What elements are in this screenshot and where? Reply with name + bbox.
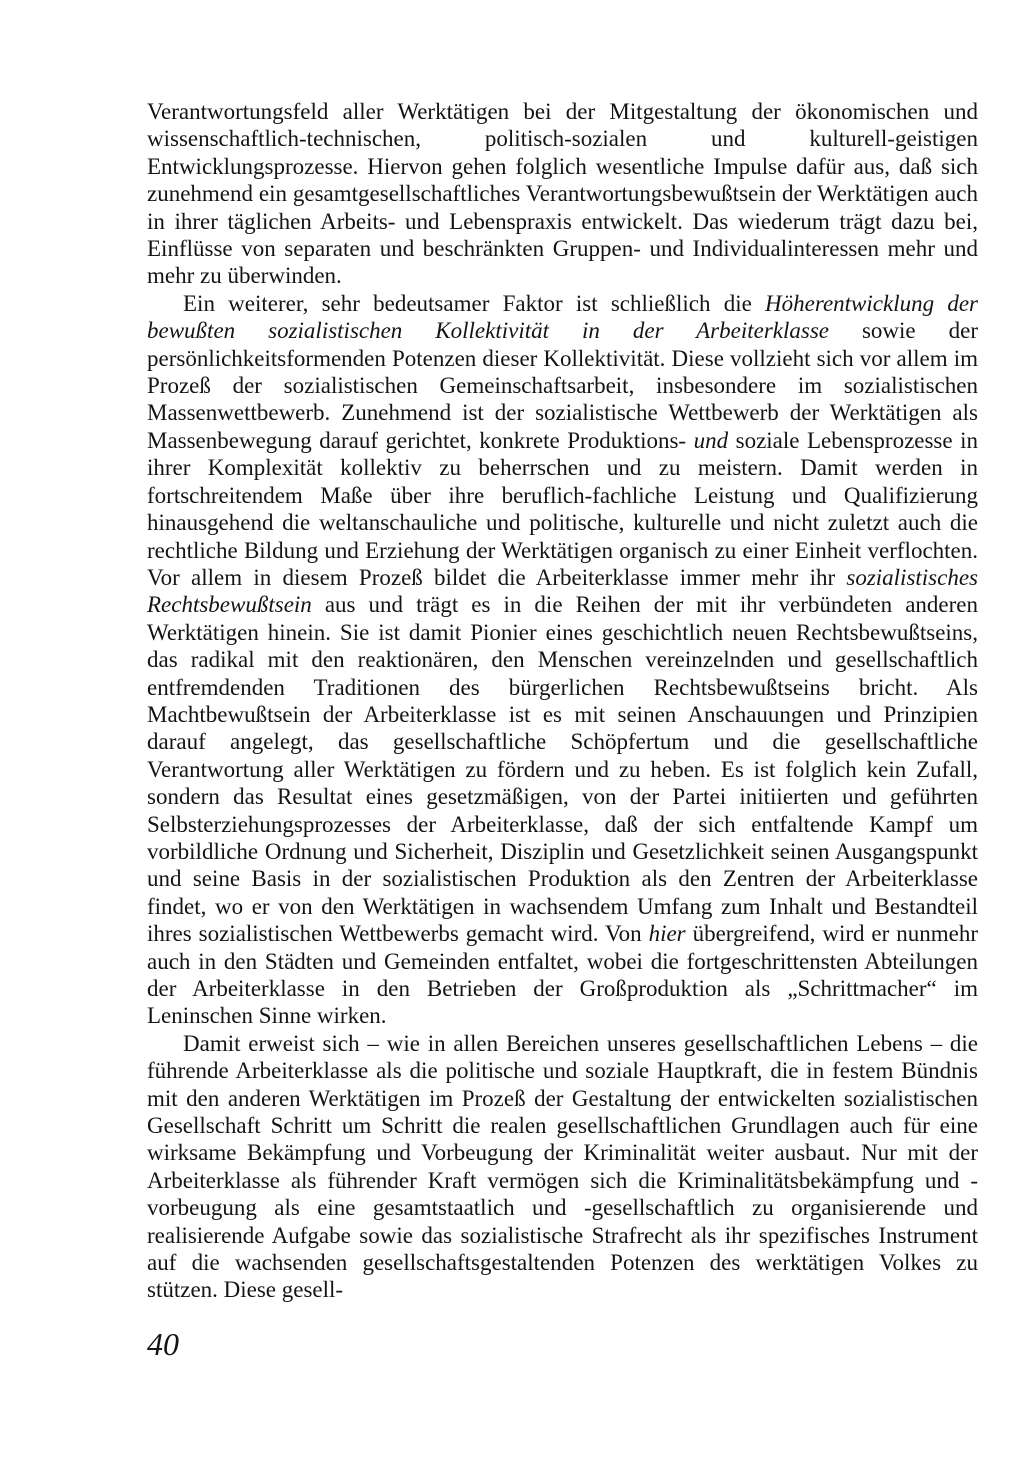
emphasis-hoeherentwicklung: Höherentwicklung der bewußten sozialistischen Kollektivität in der Arbeiterklasse xyxy=(147,290,978,344)
paragraph-2-text-3: soziale Lebensprozesse in ihrer Komplexität kollektiv zu beherrschen und zu meistern. Damit werden in fortschreitendem Maße über ihre beruflich-fachliche Leistung und Qualifizierung hinausgehend die weltanschauliche und politische, kulturelle und nicht zuletzt auch die rechtliche Bildung und Erziehung der Werktätigen organisch zu einer Einheit verflochten. Vor allem in diesem Prozeß bildet die Arbeiterklasse immer mehr ihr xyxy=(147,427,978,590)
paragraph-3-text: Damit erweist sich – wie in allen Bereichen unseres gesellschaftlichen Lebens – die führende Arbeiterklasse als die politische und soziale Hauptkraft, die in festem Bündnis mit den anderen Werktätigen im Prozeß der Gestaltung der entwickelten sozialistischen Gesellschaft Schritt um Schritt die realen gesellschaftlichen Grundlagen auch für eine wirksame Bekämpfung und Vorbeugung der Kriminalität weiter ausbaut. Nur mit der Arbeiterklasse als führender Kraft vermögen sich die Kriminalitätsbekämpfung und -vorbeugung als eine gesamtstaatlich und -gesellschaftlich zu organisierende und realisierende Aufgabe sowie das sozialistische Strafrecht als ihr spezifisches Instrument auf die wachsenden gesellschaftsgestaltenden Potenzen des werktätigen Volkes zu stützen. Diese gesell- xyxy=(147,1030,978,1303)
paragraph-1 xyxy=(147,98,978,290)
page-number: 40 xyxy=(147,1326,179,1362)
paragraph-3 xyxy=(147,1030,978,1304)
body-text xyxy=(147,98,978,1304)
emphasis-rechtsbewusstsein: sozialistisches Rechtsbewußtsein xyxy=(147,564,978,618)
paragraph-2-text-2: sowie der persönlichkeitsformenden Potenzen dieser Kollektivität. Diese vollzieht sich vor allem im Prozeß der sozialistischen Gemeinschaftsarbeit, insbesondere im sozialistischen Massenwettbewerb. Zunehmend ist der sozialistische Wettbewerb der Werktätigen als Massenbewegung darauf gerichtet, konkrete Produktions- xyxy=(147,318,978,453)
paragraph-2-text-4: aus und trägt es in die Reihen der mit ihr verbündeten anderen Werktätigen hinein. Sie ist damit Pionier eines geschichtlich neuen Rechtsbewußtseins, das radikal mit den reaktionären, den Menschen vereinzelnden und gesellschaftlich entfremdenden Traditionen des bürgerlichen Rechtsbewußtseins bricht. Als Machtbewußtsein der Arbeiterklasse ist es mit seinen Anschauungen und Prinzipien darauf angelegt, das gesellschaftliche Schöpfertum und die gesellschaftliche Verantwortung aller Werktätigen zu fördern und zu heben. Es ist folglich kein Zufall, sondern das Resultat eines gesetzmäßigen, von der Partei initiierten und geführten Selbsterziehungsprozesses der Arbeiterklasse, daß der sich entfaltende Kampf um vorbildliche Ordnung und Sicherheit, Disziplin und Gesetzlichkeit seinen Ausgangspunkt und seine Basis in der sozialistischen Produktion als den Zentren der Arbeiterklasse findet, wo er von den Werktätigen in wachsendem Umfang zum Inhalt und Bestandteil ihres sozialistischen Wettbewerbs gemacht wird. Von xyxy=(147,592,978,947)
emphasis-und: und xyxy=(693,427,729,453)
paragraph-1-text: Verantwortungsfeld aller Werktätigen bei der Mitgestaltung der ökonomischen und wissenschaftlich-technischen, politisch-sozialen und kulturell-geistigen Entwicklungsprozesse. Hiervon gehen folglich wesentliche Impulse dafür aus, daß sich zunehmend ein gesamtgesellschaftliches Verantwortungsbewußtsein der Werktätigen auch in ihrer täglichen Arbeits- und Lebenspraxis entwickelt. Das wiederum trägt dazu bei, Einflüsse von separaten und beschränkten Gruppen- und Individualinteressen mehr und mehr zu überwinden. xyxy=(147,99,978,289)
paragraph-2-text-5: übergreifend, wird er nunmehr auch in den Städten und Gemeinden entfaltet, wobei die fortgeschrittensten Abteilungen der Arbeiterklasse in den Betrieben der Großproduktion als „Schrittmacher“ im Leninschen Sinne wirken. xyxy=(147,921,978,1029)
emphasis-hier: hier xyxy=(648,921,686,947)
paragraph-2-text-1: Ein weiterer, sehr bedeutsamer Faktor ist schließlich die xyxy=(183,290,766,316)
paragraph-2 xyxy=(147,290,978,1030)
